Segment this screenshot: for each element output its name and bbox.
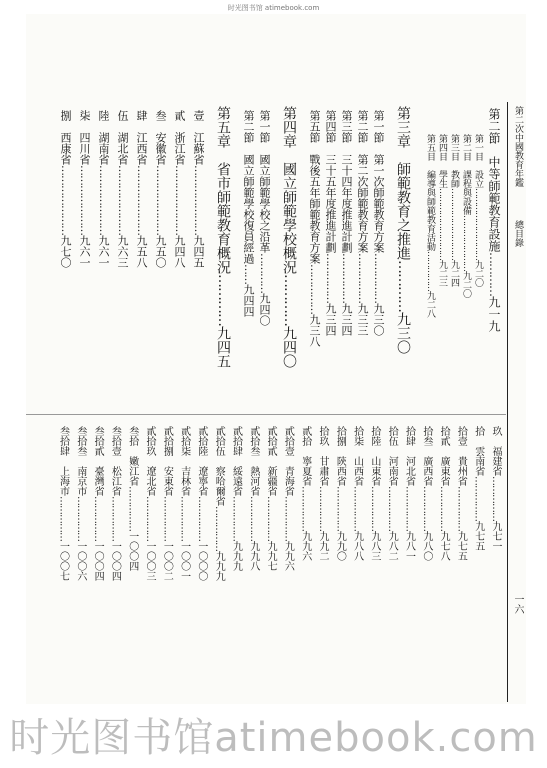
header-rule: [507, 102, 508, 702]
leader-dots: ……………: [109, 496, 121, 541]
province-page: 九七〇: [59, 235, 72, 268]
province-page: 九七五: [455, 531, 467, 561]
province-page: 九九〇: [334, 531, 346, 561]
sec-page: 九三三: [356, 303, 369, 336]
lower-province-entry: [473, 426, 483, 551]
lower-province-entry: [334, 426, 344, 561]
province-title: 貳拾陸 遼寧省: [195, 426, 207, 496]
leader-dots: …………………: [173, 165, 186, 235]
page-number: 一六: [512, 594, 523, 614]
upper-province-entry: [136, 110, 147, 268]
ch4-entry: [282, 106, 296, 368]
province-page: 一〇〇四: [92, 541, 104, 581]
province-title: 貳拾壹 青海省: [282, 426, 294, 496]
province-title: 貳拾柒 吉林省: [178, 426, 190, 496]
province-page: 一〇〇四: [126, 531, 138, 571]
top-watermark: 时光图书馆 atimebook.com: [227, 4, 320, 12]
province-title: 陸 湖南省: [97, 110, 110, 165]
upper-province-entry: [98, 110, 109, 268]
leader-dots: ……………: [334, 486, 346, 531]
ch3-sec-1: [373, 110, 384, 336]
leader-dots: ……………: [324, 253, 337, 303]
lower-province-entry: [161, 426, 171, 581]
province-page: 九九六: [282, 541, 294, 571]
province-title: 拾 雲南省: [472, 426, 484, 476]
ch5-entry: [216, 106, 230, 368]
province-title: 貳拾貳 新疆省: [265, 426, 277, 496]
province-page: 一〇〇三: [144, 541, 155, 581]
sec-title: 第一節 第一次師範教育方案: [372, 110, 385, 253]
item-page: 九二〇: [461, 271, 471, 298]
leader-dots: ……………: [455, 486, 467, 531]
leader-dots: ……………: [356, 253, 369, 303]
province-title: 叁拾叁 南京市: [74, 426, 86, 496]
province-page: 九六一: [97, 235, 110, 268]
leader-dots: ……………: [490, 476, 501, 521]
leader-dots: ……………: [92, 496, 104, 541]
item-title: 第三目 教師: [449, 134, 459, 188]
leader-dots: ……………: [386, 486, 398, 531]
province-page: 九六一: [78, 235, 91, 268]
sec2-title: 第二節 中等師範教育設施: [487, 108, 501, 252]
lower-province-entry: [317, 426, 327, 561]
leader-dots: ……………: [351, 486, 363, 531]
ch3-sec-5: [309, 110, 320, 347]
item-2: [461, 134, 470, 298]
province-title: 貳拾伍 察哈爾省: [213, 426, 225, 506]
lower-province-entry: [58, 426, 68, 581]
province-page: 九九八: [247, 541, 259, 571]
leader-dots: …………………: [135, 165, 148, 235]
leader-dots: …………………: [97, 165, 110, 235]
province-title: 拾陸 山東省: [368, 426, 380, 486]
upper-province-entry: [79, 110, 90, 268]
leader-dots: …………: [281, 274, 297, 326]
sec-title: 第二節 第二次師範教育方案: [356, 110, 369, 253]
lower-province-entry: [75, 426, 85, 581]
province-title: 拾柒 山西省: [351, 426, 363, 486]
province-page: 九七八: [438, 531, 450, 561]
leader-dots: ……………: [340, 253, 353, 303]
ch5-title: 第五章 省市師範教育概況: [215, 106, 231, 274]
sec-title: 第三節 三十四年度推進計劃: [340, 110, 353, 253]
leader-dots: ……………: [57, 496, 69, 541]
ch4-sec-1: [259, 110, 270, 326]
ch4-page: 九四〇: [281, 326, 297, 368]
leader-dots: ……………: [420, 486, 432, 531]
item-5: [425, 134, 434, 318]
province-title: 拾叁 廣西省: [420, 426, 432, 486]
leader-dots: ……………: [161, 496, 173, 541]
leader-dots: …………………: [59, 165, 72, 235]
half-divider: [26, 414, 506, 415]
leader-dots: …………………: [116, 165, 129, 235]
province-title: 叁拾貳 臺灣省: [92, 426, 104, 496]
lower-province-entry: [109, 426, 119, 581]
province-page: 九四八: [173, 235, 186, 268]
province-title: 拾肆 河北省: [403, 426, 415, 486]
lower-province-entry: [196, 426, 206, 581]
province-title: 拾捌 陝西省: [334, 426, 346, 486]
province-title: 肆 江西省: [135, 110, 148, 165]
ch3-title: 第三章 師範教育之推進: [395, 106, 411, 260]
province-page: 九九七: [265, 541, 277, 571]
province-page: 九七五: [472, 521, 484, 551]
upper-province-entry: [193, 110, 204, 268]
book-title: 第二次中國教育年鑑: [513, 106, 523, 187]
province-title: 玖 福建省: [490, 426, 501, 476]
province-page: 一〇〇二: [161, 541, 173, 581]
province-page: 一〇〇一: [178, 541, 190, 581]
province-page: 九九六: [299, 531, 311, 561]
province-page: 一〇〇六: [74, 541, 86, 581]
province-title: 拾壹 貴州省: [455, 426, 467, 486]
sec-page: 九三四: [340, 303, 353, 336]
province-page: 九九二: [317, 531, 328, 561]
leader-dots: ……: [242, 264, 255, 284]
leader-dots: ……………: [403, 486, 415, 531]
item-page: 九二三: [437, 260, 447, 287]
ch5-page: 九四五: [215, 326, 231, 368]
province-page: 九四五: [192, 235, 205, 268]
lower-province-entry: [144, 426, 154, 581]
lower-province-entry: [265, 426, 275, 571]
ch3-sec-3: [341, 110, 352, 336]
leader-dots: …………: [258, 253, 271, 293]
leader-dots: ……………: [265, 496, 277, 541]
item-title: 第四目 學生: [437, 134, 447, 188]
province-page: 九八一: [403, 531, 415, 561]
leader-dots: ……………: [372, 253, 385, 303]
document-page: [26, 14, 526, 704]
province-page: 九六三: [116, 235, 129, 268]
leader-dots: ……………: [247, 496, 259, 541]
lower-province-entry: [352, 426, 362, 561]
item-3: [449, 134, 458, 287]
leader-dots: ……………: [178, 496, 190, 541]
province-title: 貳 浙江省: [173, 110, 186, 165]
lower-province-entry: [231, 426, 241, 571]
province-title: 貳拾玖 遼北省: [144, 426, 155, 496]
province-title: 柒 四川省: [78, 110, 91, 165]
ch4-title: 第四章 國立師範學校概況: [281, 106, 297, 274]
province-title: 貳拾肆 綏遠省: [230, 426, 242, 496]
leader-dots: ……………: [438, 486, 450, 531]
leader-dots: ……………: [425, 251, 435, 291]
leader-dots: …………: [395, 260, 411, 312]
leader-dots: ……………: [213, 506, 225, 551]
item-title: 第一目 設立: [473, 134, 483, 188]
item-page: 九二〇: [473, 260, 483, 287]
lower-province-entry: [421, 426, 431, 561]
province-title: 貳拾 寧夏省: [299, 426, 311, 486]
leader-dots: ………………………: [449, 188, 459, 260]
province-title: 伍 湖北省: [116, 110, 129, 165]
province-title: 貳拾叁 熱河省: [247, 426, 259, 496]
ch4-sec-2: [243, 110, 254, 317]
province-title: 拾貳 廣東省: [438, 426, 450, 486]
province-title: 叁拾壹 松江省: [109, 426, 121, 496]
leader-dots: ……………: [74, 496, 86, 541]
sec-page: 九三四: [324, 303, 337, 336]
province-title: 捌 西康省: [59, 110, 72, 165]
item-page: 九二八: [425, 291, 435, 318]
sec-page: 九四四: [242, 284, 255, 317]
sec-page: 九三八: [308, 314, 321, 347]
upper-province-entry: [60, 110, 71, 268]
upper-province-entry: [155, 110, 166, 268]
leader-dots: ……………: [368, 486, 380, 531]
leader-dots: ………………………: [437, 188, 447, 260]
item-title: 第五目 編導與師範教育活動: [425, 134, 435, 251]
sec-title: 第二節 國立師範學校復員經過: [242, 110, 255, 264]
lower-province-entry: [127, 426, 137, 571]
leader-dots: ……………: [126, 486, 138, 531]
leader-dots: ……………: [472, 476, 484, 521]
volume-label: 總目錄: [513, 220, 523, 247]
lower-province-entry: [490, 426, 500, 551]
province-title: 拾伍 河南省: [386, 426, 398, 486]
leader-dots: …………………: [78, 165, 91, 235]
leader-dots: …………………: [461, 215, 471, 271]
leader-dots: ………………………: [473, 188, 483, 260]
province-page: 九八〇: [420, 531, 432, 561]
province-page: 九五八: [135, 235, 148, 268]
province-page: 九五〇: [154, 235, 167, 268]
leader-dots: …………: [215, 274, 231, 326]
item-1: [473, 134, 482, 287]
province-title: 拾玖 甘肅省: [317, 426, 328, 486]
leader-dots: ……………: [230, 496, 242, 541]
sec-page: 九四〇: [258, 293, 271, 326]
leader-dots: ……………: [195, 496, 207, 541]
lower-province-entry: [92, 426, 102, 581]
sec-page: 九三〇: [372, 303, 385, 336]
lower-province-entry: [455, 426, 465, 561]
sec-title: 第四節 三十五年度推進計劃: [324, 110, 337, 253]
province-page: 九九九: [213, 551, 225, 581]
lower-province-entry: [404, 426, 414, 561]
lower-province-entry: [438, 426, 448, 561]
province-title: 叁 安徽省: [154, 110, 167, 165]
province-title: 貳拾捌 安東省: [161, 426, 173, 496]
province-page: 一〇〇七: [57, 541, 69, 581]
province-page: 九八二: [386, 531, 398, 561]
lower-province-entry: [213, 426, 223, 581]
item-title: 第二目 課程與設備: [461, 134, 471, 215]
leader-dots: ……………: [299, 486, 311, 531]
ch3-page: 九三〇: [395, 312, 411, 354]
sec2-page: 九一九: [487, 296, 501, 332]
lower-province-entry: [248, 426, 258, 571]
province-page: 九七一: [490, 521, 501, 551]
lower-province-entry: [282, 426, 292, 571]
leader-dots: ……………: [317, 486, 328, 531]
province-title: 壹 江蘇省: [192, 110, 205, 165]
ch3-entry: [396, 106, 410, 354]
lower-province-entry: [300, 426, 310, 561]
item-4: [437, 134, 446, 287]
leader-dots: …………: [487, 252, 501, 296]
province-page: 九九九: [230, 541, 242, 571]
province-title: 叁拾 嫩江省: [126, 426, 138, 486]
ch3-sec-4: [325, 110, 336, 336]
province-page: 一〇〇四: [109, 541, 121, 581]
leader-dots: ……………: [144, 496, 155, 541]
upper-province-entry: [117, 110, 128, 268]
sec-title: 第五節 戰後五年師範教育方案: [308, 110, 321, 264]
province-page: 一〇〇〇: [195, 541, 207, 581]
leader-dots: …………………: [192, 165, 205, 235]
province-page: 九八八: [351, 531, 363, 561]
leader-dots: ……………: [308, 264, 321, 314]
lower-province-entry: [369, 426, 379, 561]
sec2-entry: [488, 108, 500, 408]
province-page: 九八三: [368, 531, 380, 561]
ch3-sec-2: [357, 110, 368, 336]
bottom-watermark: 时光图书馆atimebook.com: [0, 708, 547, 768]
leader-dots: …………………: [154, 165, 167, 235]
lower-province-entry: [386, 426, 396, 561]
leader-dots: ……………: [282, 496, 294, 541]
item-page: 九二四: [449, 260, 459, 287]
upper-province-entry: [174, 110, 185, 268]
sec-title: 第一節 國立師範學校之沿革: [258, 110, 271, 253]
lower-province-entry: [179, 426, 189, 581]
province-title: 叁拾肆 上海市: [57, 426, 69, 496]
